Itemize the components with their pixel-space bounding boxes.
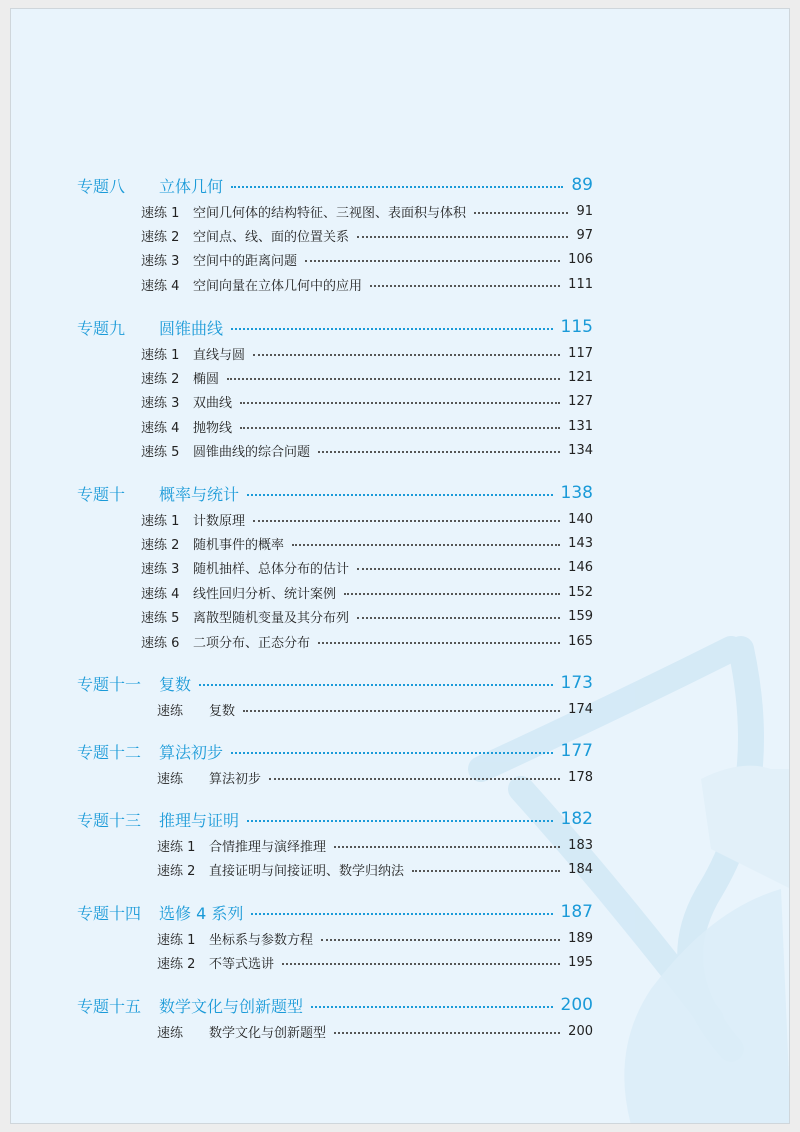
dot-leader [318, 642, 560, 644]
dot-leader [474, 212, 568, 214]
lesson-page-number: 200 [568, 1023, 593, 1039]
lesson-page-number: 91 [576, 203, 593, 219]
dot-leader [292, 544, 560, 546]
lesson-page-number: 97 [576, 227, 593, 243]
lesson-title: 离散型随机变量及其分布列 [193, 611, 350, 627]
toc-lesson-row[interactable] [141, 416, 593, 436]
chapter-title: 圆锥曲线 [159, 318, 224, 338]
lesson-title: 合情推理与演绎推理 [209, 839, 327, 855]
dot-leader [357, 236, 568, 238]
dot-leader [240, 402, 560, 404]
dot-leader [311, 1006, 553, 1008]
toc-lesson-row[interactable] [157, 952, 593, 972]
lesson-code: 速练 4 [141, 586, 180, 602]
lesson-page-number: 127 [568, 394, 593, 410]
toc-lesson-row[interactable] [141, 201, 593, 221]
lesson-page-number: 184 [568, 861, 593, 877]
chapter-page-number: 89 [571, 175, 593, 195]
lesson-title: 空间中的距离问题 [193, 254, 298, 270]
toc-chapter-row[interactable] [77, 671, 593, 695]
chapter-title: 选修 4 系列 [159, 903, 244, 923]
dot-leader [240, 427, 560, 429]
toc-lesson-row[interactable] [141, 274, 593, 294]
lesson-code: 速练 3 [141, 562, 180, 578]
chapter-title: 概率与统计 [159, 484, 240, 504]
toc-lesson-row[interactable] [141, 250, 593, 270]
dot-leader [253, 520, 560, 522]
chapter-title: 推理与证明 [159, 810, 240, 830]
dot-leader [231, 328, 553, 330]
chapter-code: 专题十四 [77, 903, 142, 923]
toc-lesson-row[interactable] [141, 367, 593, 387]
chapter-code: 专题十 [77, 484, 126, 504]
toc-lesson-row[interactable] [141, 631, 593, 651]
chapter-code: 专题九 [77, 318, 126, 338]
toc-chapter-row[interactable] [77, 315, 593, 339]
lesson-code: 速练 2 [141, 537, 180, 553]
lesson-page-number: 134 [568, 443, 593, 459]
toc-lesson-row[interactable] [141, 441, 593, 461]
dot-leader [305, 260, 560, 262]
lesson-code: 速练 [157, 703, 184, 719]
chapter-page-number: 200 [560, 995, 593, 1015]
lesson-title: 圆锥曲线的综合问题 [193, 445, 311, 461]
toc-lesson-row[interactable] [157, 1021, 593, 1041]
dot-leader [282, 963, 560, 965]
chapter-title: 算法初步 [159, 742, 224, 762]
lesson-page-number: 106 [568, 252, 593, 268]
dot-leader [231, 752, 553, 754]
lesson-title: 复数 [209, 703, 236, 719]
chapter-page-number: 173 [560, 673, 593, 693]
chapter-page-number: 138 [560, 483, 593, 503]
toc-lesson-row[interactable] [157, 835, 593, 855]
lesson-page-number: 183 [568, 837, 593, 853]
dot-leader [243, 710, 560, 712]
dot-leader [253, 354, 560, 356]
lesson-title: 空间点、线、面的位置关系 [193, 229, 350, 245]
lesson-code: 速练 5 [141, 445, 180, 461]
chapter-title: 复数 [159, 674, 192, 694]
toc-lesson-row[interactable] [157, 699, 593, 719]
chapter-page-number: 177 [560, 741, 593, 761]
toc-lesson-row[interactable] [157, 859, 593, 879]
toc-chapter-row[interactable] [77, 900, 593, 924]
toc-lesson-row[interactable] [141, 509, 593, 529]
toc-lesson-row[interactable] [157, 767, 593, 787]
lesson-title: 随机事件的概率 [193, 537, 285, 553]
lesson-code: 速练 1 [141, 205, 180, 221]
lesson-code: 速练 3 [141, 254, 180, 270]
toc-chapter-row[interactable] [77, 481, 593, 505]
lesson-page-number: 117 [568, 345, 593, 361]
chapter-page-number: 115 [560, 317, 593, 337]
chapter-code: 专题十一 [77, 674, 142, 694]
chapter-code: 专题十二 [77, 742, 142, 762]
lesson-title: 直线与圆 [193, 347, 246, 363]
lesson-title: 空间几何体的结构特征、三视图、表面积与体积 [193, 205, 467, 221]
dot-leader [251, 913, 552, 915]
lesson-code: 速练 1 [141, 513, 180, 529]
chapter-code: 专题八 [77, 176, 126, 196]
toc-lesson-row[interactable] [141, 607, 593, 627]
lesson-title: 二项分布、正态分布 [193, 635, 311, 651]
lesson-code: 速练 4 [141, 420, 180, 436]
dot-leader [321, 939, 560, 941]
lesson-page-number: 178 [568, 769, 593, 785]
toc-page [10, 8, 790, 1124]
toc-chapter-row[interactable] [77, 807, 593, 831]
lesson-page-number: 140 [568, 511, 593, 527]
lesson-title: 算法初步 [209, 771, 262, 787]
dot-leader [357, 568, 560, 570]
lesson-page-number: 165 [568, 633, 593, 649]
lesson-title: 抛物线 [193, 420, 233, 436]
lesson-code: 速练 [157, 771, 184, 787]
dot-leader [357, 617, 560, 619]
dot-leader [231, 186, 563, 188]
toc-chapter-row[interactable] [77, 173, 593, 197]
lesson-title: 直接证明与间接证明、数学归纳法 [209, 863, 405, 879]
lesson-page-number: 195 [568, 954, 593, 970]
lesson-title: 坐标系与参数方程 [209, 932, 314, 948]
lesson-title: 随机抽样、总体分布的估计 [193, 562, 350, 578]
lesson-code: 速练 2 [141, 229, 180, 245]
lesson-title: 空间向量在立体几何中的应用 [193, 278, 363, 294]
lesson-page-number: 159 [568, 609, 593, 625]
dot-leader [227, 378, 560, 380]
lesson-page-number: 174 [568, 701, 593, 717]
toc-lesson-row[interactable] [141, 343, 593, 363]
lesson-title: 数学文化与创新题型 [209, 1025, 327, 1041]
lesson-code: 速练 5 [141, 611, 180, 627]
toc-lesson-row[interactable] [157, 928, 593, 948]
chapter-code: 专题十五 [77, 996, 142, 1016]
lesson-page-number: 121 [568, 369, 593, 385]
dot-leader [370, 285, 560, 287]
dot-leader [334, 846, 560, 848]
lesson-code: 速练 4 [141, 278, 180, 294]
lesson-code: 速练 2 [157, 956, 196, 972]
lesson-code: 速练 1 [157, 839, 196, 855]
dot-leader [412, 870, 560, 872]
lesson-page-number: 131 [568, 418, 593, 434]
lesson-code: 速练 1 [141, 347, 180, 363]
lesson-title: 计数原理 [193, 513, 246, 529]
dot-leader [199, 684, 553, 686]
lesson-title: 不等式选讲 [209, 956, 275, 972]
lesson-code: 速练 2 [141, 371, 180, 387]
lesson-code: 速练 1 [157, 932, 196, 948]
chapter-page-number: 187 [560, 902, 593, 922]
dot-leader [269, 778, 560, 780]
chapter-title: 立体几何 [159, 176, 224, 196]
toc-lesson-row[interactable] [141, 558, 593, 578]
dot-leader [344, 593, 560, 595]
lesson-code: 速练 2 [157, 863, 196, 879]
lesson-code: 速练 [157, 1025, 184, 1041]
lesson-page-number: 111 [568, 276, 593, 292]
toc-lesson-row[interactable] [141, 533, 593, 553]
lesson-code: 速练 6 [141, 635, 180, 651]
lesson-page-number: 146 [568, 560, 593, 576]
lesson-title: 椭圆 [193, 371, 220, 387]
lesson-page-number: 189 [568, 930, 593, 946]
toc-chapter-row[interactable] [77, 739, 593, 763]
toc-lesson-row[interactable] [141, 582, 593, 602]
lesson-code: 速练 3 [141, 396, 180, 412]
dot-leader [247, 494, 553, 496]
chapter-page-number: 182 [560, 809, 593, 829]
toc-lesson-row[interactable] [141, 392, 593, 412]
lesson-page-number: 143 [568, 535, 593, 551]
dot-leader [247, 820, 553, 822]
lesson-title: 双曲线 [193, 396, 233, 412]
lesson-title: 线性回归分析、统计案例 [193, 586, 337, 602]
toc-chapter-row[interactable] [77, 993, 593, 1017]
chapter-code: 专题十三 [77, 810, 142, 830]
dot-leader [318, 451, 560, 453]
dot-leader [334, 1032, 560, 1034]
lesson-page-number: 152 [568, 584, 593, 600]
toc-lesson-row[interactable] [141, 225, 593, 245]
chapter-title: 数学文化与创新题型 [159, 996, 304, 1016]
